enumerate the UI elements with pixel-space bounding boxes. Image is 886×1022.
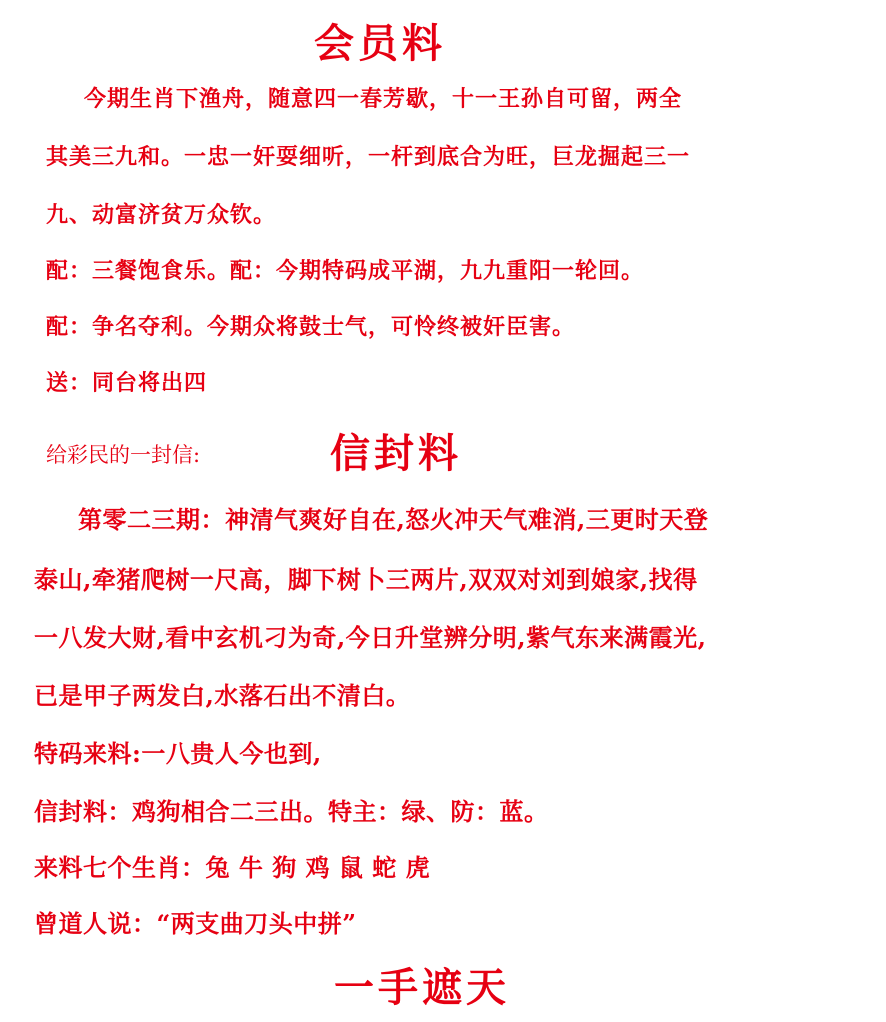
text-line: 信封料：鸡狗相合二三出。特主：绿、防：蓝。 [34, 797, 549, 826]
text-line: 来料七个生肖：兔 牛 狗 鸡 鼠 蛇 虎 [34, 853, 431, 882]
text-line: 泰山,牵猪爬树一尺高，脚下树卜三两片,双双对刘到娘家,找得 [34, 565, 698, 594]
letter-intro: 给彩民的一封信: [46, 443, 201, 467]
text-line: 一八发大财,看中玄机刁为奇,今日升堂辨分明,紫气东来满霞光, [34, 623, 707, 652]
text-line: 配：三餐饱食乐。配：今期特码成平湖，九九重阳一轮回。 [46, 258, 645, 284]
member-title: 会员料 [314, 20, 446, 67]
envelope-title: 信封料 [330, 430, 462, 477]
text-line: 配：争名夺利。今期众将鼓士气，可怜终被奸臣害。 [46, 314, 576, 340]
text-line: 曾道人说：“两支曲刀头中拼” [34, 909, 357, 938]
footer-title: 一手遮天 [334, 964, 510, 1011]
text-line: 特码来料:一八贵人今也到, [34, 739, 322, 768]
text-line: 第零二三期：神清气爽好自在,怒火冲天气难消,三更时天登 [78, 505, 709, 534]
text-line: 已是甲子两发白,水落石出不清白。 [34, 681, 411, 710]
text-line: 今期生肖下渔舟，随意四一春芳歇，十一王孙自可留，两全 [84, 86, 683, 112]
text-line: 送：同台将出四 [46, 370, 208, 396]
text-line: 九、动富济贫万众钦。 [46, 202, 277, 228]
text-line: 其美三九和。一忠一奸耍细听，一杆到底合为旺，巨龙掘起三一 [46, 144, 691, 170]
